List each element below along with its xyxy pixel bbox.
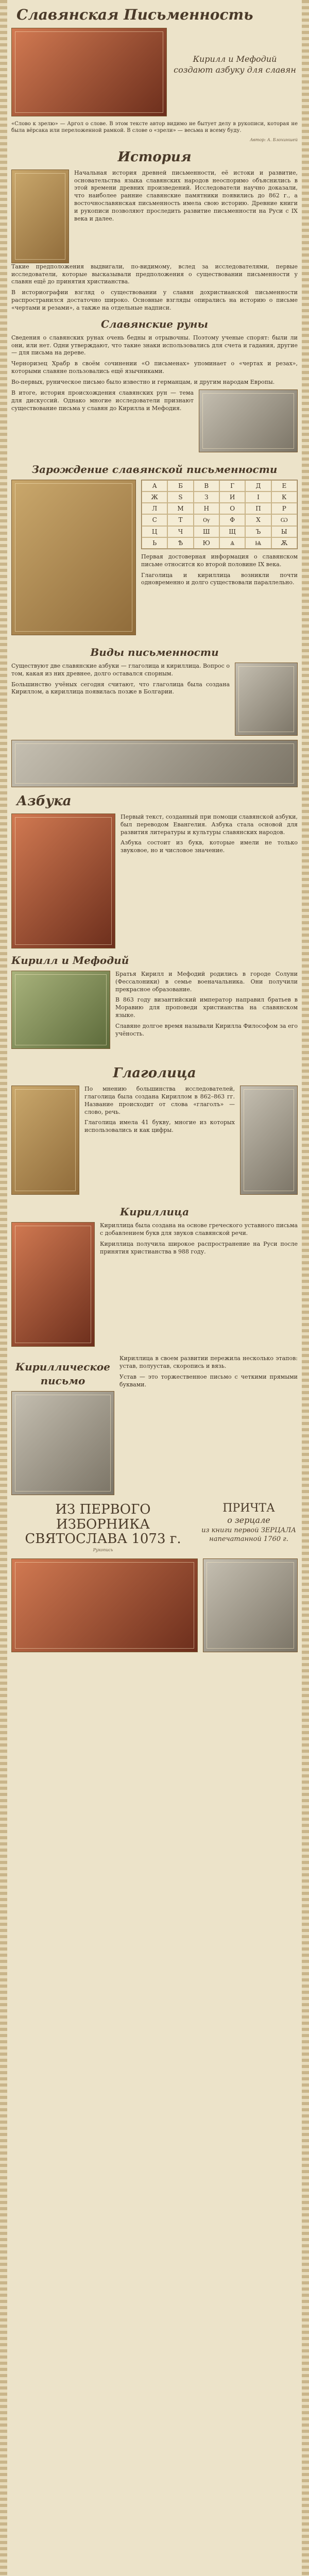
glyph-cell: Ѩ <box>245 537 271 549</box>
header-credit: Автор: А. Блохиншей <box>250 137 298 142</box>
content <box>11 0 298 1652</box>
alphabet-row <box>11 814 298 948</box>
header-intro: «Слово к зрелю» — Аргол о слове. В этом тексте автор видимо не бытует делу в рукописи, которая не была вёрсака или переложенной рамкой. В слове о «зрели» — весьма и всему буду. <box>11 121 298 134</box>
glyph-cell: Ч <box>167 526 193 537</box>
origin-title: Зарождение славянской письменности <box>31 463 278 476</box>
bottom-images <box>11 1558 298 1652</box>
glyph-cell: Ь <box>142 537 167 549</box>
cyrillic-script-title: Кириллическое письмо <box>15 1361 110 1387</box>
history-p3: В историографии взгляд о существовании у славян дохристианской письменности распространился достаточно широко. Основные взгляды опирались на историю о письме «чертами и резами», а также на отдельные надписи. <box>11 289 298 311</box>
glyph-cell: Ѹ <box>194 514 219 526</box>
glyph-cell: Ю <box>194 537 219 549</box>
cyrillic-script-p1: Кириллица в своем развитии пережила несколько этапов: устав, полуустав, скоропись и вязь. <box>119 1355 298 1369</box>
types-wide-illustration <box>11 740 298 787</box>
script-row <box>11 1355 298 1495</box>
glyph-cell: Д <box>245 480 271 492</box>
glyph-cell: Ѕ <box>167 492 193 503</box>
runes-p1: Сведения о славянских рунах очень бедны и отрывочны. Поэтому ученые спорят: были ли они, или нет. Одни утверждают, что такие знаки использовались для счета и гадания, другие — для письма на дереве. <box>11 334 298 357</box>
glyph-cell: Щ <box>219 526 245 537</box>
glyph-cell: І <box>245 492 271 503</box>
runes-p2: Черноризец Храбр в своём сочинении «О письменах» упоминает о «чертах и резах», которыми славяне пользовались ещё язычниками. <box>11 360 298 375</box>
glyph-cell: Н <box>194 503 219 514</box>
glyph-cell: Ѫ <box>271 537 297 549</box>
glagolitic-illustration <box>11 1086 79 1195</box>
runes-p4: В итоге, история происхождения славянских рун — тема для дискуссий. Однако многие исследователи признают существование письма у славян до Кирилла и Мефодия. <box>11 389 194 412</box>
types-row <box>11 663 298 736</box>
glyph-cell: В <box>194 480 219 492</box>
history-row <box>11 170 298 263</box>
glyph-cell: Ш <box>194 526 219 537</box>
cyrillic-p1: Кириллица была создана на основе греческого уставного письма с добавлением букв для звуков славянской речи. <box>100 1222 298 1236</box>
cyril-illustration <box>11 971 110 1049</box>
glyph-cell: Ѧ <box>219 537 245 549</box>
glyph-cell: Р <box>271 503 297 514</box>
glyph-cell: Ц <box>142 526 167 537</box>
glyph-cell: Х <box>245 514 271 526</box>
header-illustration <box>11 28 167 116</box>
parable-title: ПРИЧТА <box>222 1502 275 1515</box>
history-p1: Начальная история древней письменности, её истоки и развитие, основательства языка славянских народов неоспоримо объяснились в этой времени древних произведений. Исследователи научно доказали, что наиболее ранние славянские памятники появились до 862 г., а восточнославянская письменность имела свою историю. Древние книги и рукописи позволяют проследить развитие письменности на Руси с IX века и далее. <box>74 169 298 222</box>
cyrillic-script-p2: Устав — это торжественное письмо с четкими прямыми буквами. <box>119 1373 298 1388</box>
runes-title: Славянские руны <box>101 317 208 330</box>
glyph-cell: З <box>194 492 219 503</box>
alphabet-p1: Первый текст, созданный при помощи славянской азбуки, был переводом Евангелия. Азбука стала основой для развития литературы и культуры славянских народов. <box>121 813 298 836</box>
origin-row <box>11 480 298 635</box>
izbornik-note: Рукопись <box>93 1547 113 1552</box>
glyph-cell: Ы <box>271 526 297 537</box>
runes-row <box>11 389 298 452</box>
glyph-cell: Ж <box>142 492 167 503</box>
bottom-illustration-2 <box>203 1558 298 1652</box>
glyph-cell: С <box>142 514 167 526</box>
glyph-cell: К <box>271 492 297 503</box>
history-illustration <box>11 170 69 263</box>
glyph-cell: Ъ <box>245 526 271 537</box>
glagolitic-title: Глаголица <box>113 1065 196 1081</box>
glyph-cell: Л <box>142 503 167 514</box>
cyrillic-row <box>11 1222 298 1347</box>
cyril-p1: Братья Кирилл и Мефодий родились в городе Солуни (Фессалоники) в семье военачальника. Они получили прекрасное образование. <box>115 970 298 993</box>
cyrillic-title: Кириллица <box>119 1206 190 1218</box>
runes-illustration <box>199 389 298 452</box>
cyrillic-illustration <box>11 1222 95 1347</box>
origin-p2: Глаголица и кириллица возникли почти одновременно и долго существовали параллельно. <box>141 571 298 586</box>
glyph-cell: Ѡ <box>271 514 297 526</box>
parable-book: из книги первой ЗЕРЦАЛА напечатанной 1760 г. <box>201 1526 296 1544</box>
alphabet-p2: Азбука состоит из букв, которые имели не только звуковое, но и числовое значение. <box>121 839 298 854</box>
left-ornament-border <box>0 0 7 2576</box>
glagolitic-row <box>11 1086 298 1195</box>
glyph-cell: И <box>219 492 245 503</box>
runes-p3: Во-первых, руническое письмо было известно и германцам, и другим народам Европы. <box>11 378 275 385</box>
glyph-cell: О <box>219 503 245 514</box>
history-p2: Такие предположения выдвигали, по-видимому, вслед за исследователями, первые исследователи, которые высказывали предположения о существовании письменности у славян ещё до принятия христианства. <box>11 263 298 285</box>
types-p1: Существуют две славянские азбуки — глаголица и кириллица. Вопрос о том, какая из них древнее, долго оставался спорным. <box>11 662 230 677</box>
glyph-cell: А <box>142 480 167 492</box>
cyril-title: Кирилл и Мефодий <box>11 954 129 967</box>
glagolitic-p1: По мнению большинства исследователей, глаголица была создана Кириллом в 862–863 гг. Название происходит от слова «глаголъ» — слово, речь. <box>84 1086 235 1115</box>
origin-illustration <box>11 480 136 635</box>
glyph-cell: М <box>167 503 193 514</box>
cyril-p2: В 863 году византийский император направил братьев в Моравию для проповеди христианства на славянском языке. <box>115 996 298 1019</box>
glyph-cell: П <box>245 503 271 514</box>
glyph-cell: Г <box>219 480 245 492</box>
alphabet-illustration <box>11 814 115 948</box>
history-title: История <box>117 149 192 165</box>
glyph-cell: Ѣ <box>167 537 193 549</box>
page-title: Славянская Письменность <box>16 6 253 23</box>
glagolitic-illustration-2 <box>240 1086 298 1195</box>
types-title: Виды письменности <box>90 646 219 658</box>
glyph-table <box>141 480 298 549</box>
glagolitic-p2: Глаголица имела 41 букву, многие из которых использовались и как цифры. <box>84 1119 235 1134</box>
cyril-row <box>11 971 298 1049</box>
glyph-cell: Б <box>167 480 193 492</box>
izbornik-row <box>11 1502 298 1553</box>
parable-subtitle: о зерцале <box>227 1515 270 1526</box>
cyril-p3: Славяне долгое время называли Кирилла Философом за его учёность. <box>115 1022 298 1037</box>
right-ornament-border <box>302 0 309 2576</box>
types-p2: Большинство учёных сегодня считают, что глаголица была создана Кириллом, а кириллица появилась позже в Болгарии. <box>11 681 230 696</box>
alphabet-title: Азбука <box>16 793 72 809</box>
glyph-cell: Е <box>271 480 297 492</box>
cyrillic-p2: Кириллица получила широкое распространение на Руси после принятия христианства в 988 году. <box>100 1240 298 1255</box>
izbornik-title: ИЗ ПЕРВОГО ИЗБОРНИКА СВЯТОСЛАВА 1073 г. <box>25 1502 181 1547</box>
types-illustration <box>235 663 298 736</box>
origin-p1: Первая достоверная информация о славянском письме относится ко второй половине IX века. <box>141 553 298 568</box>
header-side-text: Кирилл и Мефодий создают азбуку для славян <box>174 54 296 75</box>
glyph-cell: Т <box>167 514 193 526</box>
glyph-cell: Ф <box>219 514 245 526</box>
cyrillic-script-illustration <box>11 1391 114 1495</box>
bottom-illustration-1 <box>11 1558 198 1652</box>
header-row <box>11 28 298 116</box>
